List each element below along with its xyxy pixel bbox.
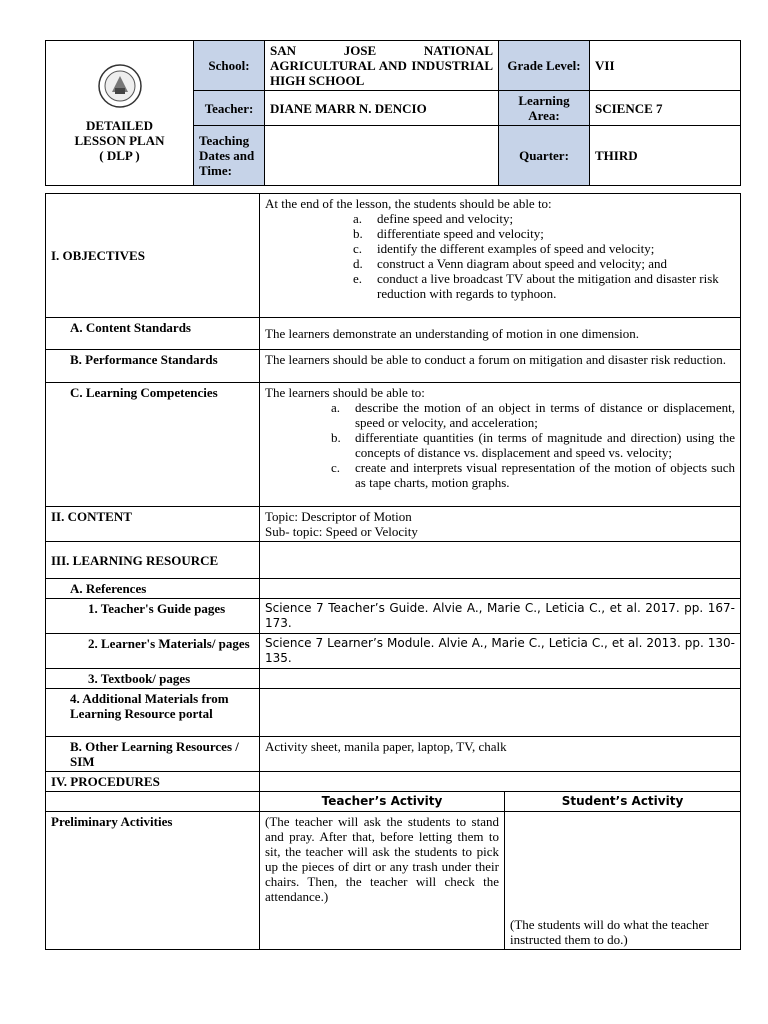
- area-value: SCIENCE 7: [590, 91, 741, 126]
- content-label: II. CONTENT: [46, 507, 260, 542]
- teacher-value: DIANE MARR N. DENCIO: [265, 91, 499, 126]
- school-value: SAN JOSE NATIONAL AGRICULTURAL AND INDUSTRIAL HIGH SCHOOL: [265, 41, 499, 91]
- procedures-label: IV. PROCEDURES: [46, 772, 260, 792]
- dates-value: [265, 126, 499, 186]
- additional-materials-value: [260, 689, 741, 737]
- references-value: [260, 579, 741, 599]
- content-subtopic: Sub- topic: Speed or Velocity: [265, 524, 418, 539]
- competencies-cell: [260, 383, 741, 507]
- objectives-label: I. OBJECTIVES: [46, 194, 260, 318]
- grade-label: Grade Level:: [499, 41, 590, 91]
- list-item: c. identify the different examples of speed and velocity;: [353, 241, 655, 256]
- content-topic: Topic: Descriptor of Motion: [265, 509, 412, 524]
- lesson-plan-table: [45, 193, 741, 950]
- objectives-list: [353, 211, 735, 301]
- list-item: d. construct a Venn diagram about speed and velocity; and: [353, 256, 668, 271]
- textbook-value: [260, 669, 741, 689]
- dlp-title-line-2: LESSON PLAN: [74, 132, 165, 148]
- procedures-value: [260, 772, 741, 792]
- objectives-cell: [260, 194, 741, 318]
- performance-standards-value: The learners should be able to conduct a forum on mitigation and disaster risk reduction.: [260, 350, 741, 383]
- teachers-guide-value: Science 7 Teacher’s Guide. Alvie A., Marie C., Leticia C., et al. 2017. pp. 167-173.: [260, 599, 741, 634]
- learning-resource-value: [260, 542, 741, 579]
- preliminary-teacher-activity: (The teacher will ask the students to stand and pray. After that, before letting them to sit, the teacher will ask the students to pick up the pieces of dirt or any trash under their chairs. Then, the teacher will check the attendance.): [260, 812, 505, 950]
- textbook-label: 3. Textbook/ pages: [46, 669, 260, 689]
- quarter-label: Quarter:: [499, 126, 590, 186]
- list-item: b. differentiate quantities (in terms of magnitude and direction) using the concepts of distance vs. displacement and speed vs. velocity;: [331, 430, 735, 460]
- dlp-title-cell: [46, 41, 194, 186]
- preliminary-student-activity: (The students will do what the teacher instructed them to do.): [505, 812, 741, 950]
- learning-resource-label: III. LEARNING RESOURCE: [46, 542, 260, 579]
- other-resources-value: Activity sheet, manila paper, laptop, TV, chalk: [260, 737, 741, 772]
- dates-label: Teaching Dates and Time:: [194, 126, 265, 186]
- performance-standards-label: B. Performance Standards: [46, 350, 260, 383]
- additional-materials-label: 4. Additional Materials from Learning Resource portal: [46, 689, 260, 737]
- references-label: A. References: [46, 579, 260, 599]
- preliminary-activities-label: Preliminary Activities: [46, 812, 260, 950]
- dlp-title-line-1: DETAILED: [86, 117, 153, 133]
- objectives-intro: At the end of the lesson, the students should be able to:: [265, 196, 552, 211]
- competencies-list: [331, 400, 735, 490]
- quarter-value: THIRD: [590, 126, 741, 186]
- list-item: b. differentiate speed and velocity;: [353, 226, 544, 241]
- teacher-label: Teacher:: [194, 91, 265, 126]
- competencies-intro: The learners should be able to:: [265, 385, 425, 400]
- list-item: e. conduct a live broadcast TV about the mitigation and disaster risk reduction with regards to typhoon.: [353, 271, 719, 301]
- competencies-label: C. Learning Competencies: [46, 383, 260, 507]
- header-table: [45, 40, 741, 186]
- deped-seal-icon: [98, 64, 142, 108]
- content-standards-value: The learners demonstrate an understanding of motion in one dimension.: [260, 318, 741, 350]
- list-item: c. create and interprets visual representation of the motion of objects such as tape charts, motion graphs.: [331, 460, 735, 490]
- student-activity-header: Student’s Activity: [505, 792, 741, 812]
- other-resources-label: B. Other Learning Resources / SIM: [46, 737, 260, 772]
- list-item: a. define speed and velocity;: [353, 211, 514, 226]
- learners-materials-value: Science 7 Learner’s Module. Alvie A., Marie C., Leticia C., et al. 2013. pp. 130-135.: [260, 634, 741, 669]
- area-label: Learning Area:: [499, 91, 590, 126]
- content-cell: [260, 507, 741, 542]
- dlp-title-line-3: ( DLP ): [99, 147, 140, 163]
- procedures-empty-cell: [46, 792, 260, 812]
- grade-value: VII: [590, 41, 741, 91]
- learners-materials-label: 2. Learner's Materials/ pages: [46, 634, 260, 669]
- teacher-activity-header: Teacher’s Activity: [260, 792, 505, 812]
- teachers-guide-label: 1. Teacher's Guide pages: [46, 599, 260, 634]
- school-label: School:: [194, 41, 265, 91]
- list-item: a. describe the motion of an object in terms of distance or displacement, speed or velocity, and acceleration;: [331, 400, 735, 430]
- content-standards-label: A. Content Standards: [46, 318, 260, 350]
